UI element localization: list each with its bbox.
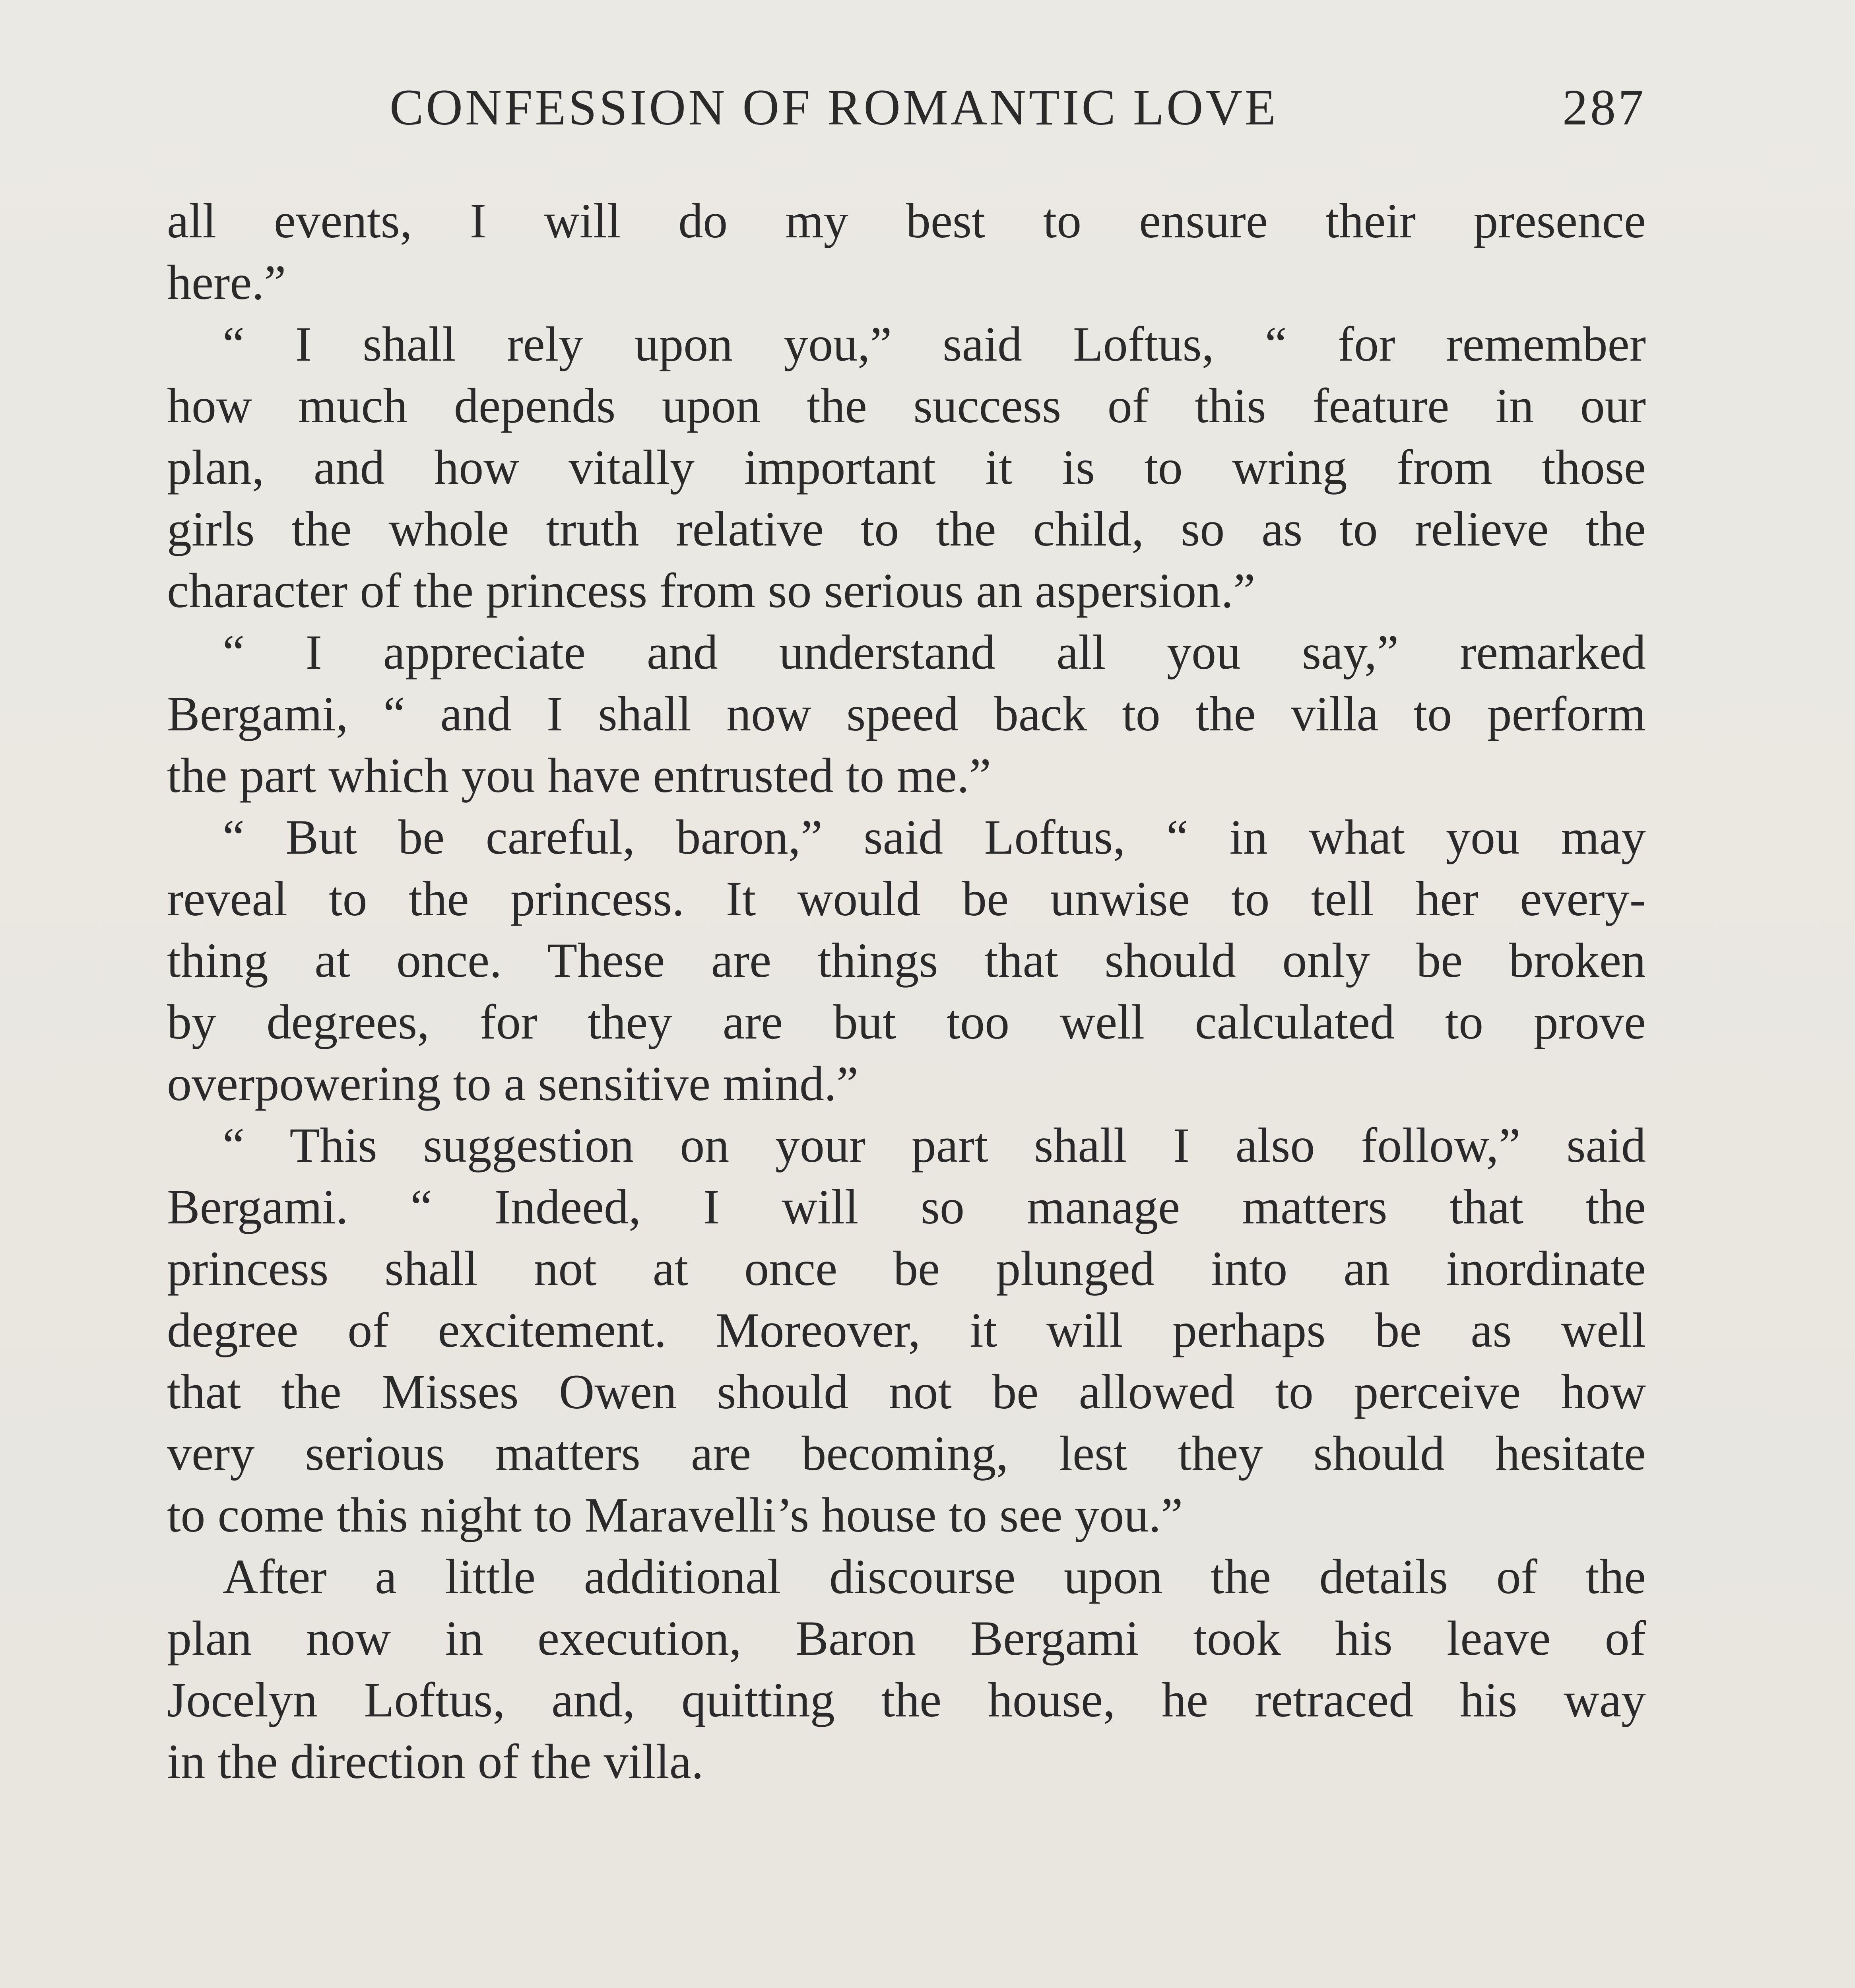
- text-line: how much depends upon the success of this feature in our: [167, 379, 1646, 433]
- text-line: reveal to the princess. It would be unwise to tell her every-: [167, 872, 1646, 926]
- text-line: thing at once. These are things that should only be broken: [167, 933, 1646, 988]
- text-line: girls the whole truth relative to the child, so as to relieve the: [167, 502, 1646, 556]
- text-line: that the Misses Owen should not be allowed to perceive how: [167, 1365, 1646, 1419]
- text-line: degree of excitement. Moreover, it will perhaps be as well: [167, 1303, 1646, 1357]
- text-line: “ But be careful, baron,” said Loftus, “ in what you may: [223, 810, 1646, 864]
- text-line: very serious matters are becoming, lest they should hesitate: [167, 1426, 1646, 1481]
- text-line: princess shall not at once be plunged into an inordinate: [167, 1241, 1646, 1296]
- text-line: “ I shall rely upon you,” said Loftus, “ for remember: [223, 317, 1646, 371]
- text-line: here.”: [167, 255, 286, 310]
- running-head: [167, 72, 1646, 143]
- text-line: Bergami. “ Indeed, I will so manage matters that the: [167, 1180, 1646, 1234]
- text-line: “ I appreciate and understand all you say,” remarked: [223, 625, 1646, 679]
- page-number: 287: [1562, 79, 1646, 136]
- text-line: “ This suggestion on your part shall I also follow,” said: [223, 1118, 1646, 1173]
- text-line: Bergami, “ and I shall now speed back to the villa to perform: [167, 687, 1646, 741]
- text-line: plan now in execution, Baron Bergami took his leave of: [167, 1611, 1646, 1666]
- text-line: to come this night to Maravelli’s house to see you.”: [167, 1488, 1183, 1542]
- text-line: by degrees, for they are but too well calculated to prove: [167, 995, 1646, 1049]
- text-line: After a little additional discourse upon the details of the: [223, 1549, 1646, 1604]
- running-head-title: CONFESSION OF ROMANTIC LOVE: [390, 79, 1279, 136]
- text-line: overpowering to a sensitive mind.”: [167, 1056, 859, 1111]
- text-line: character of the princess from so serious an aspersion.”: [167, 563, 1255, 618]
- text-line: all events, I will do my best to ensure their presence: [167, 194, 1646, 248]
- body-text: [167, 190, 1646, 1792]
- text-line: the part which you have entrusted to me.”: [167, 748, 991, 803]
- text-line: plan, and how vitally important it is to wring from those: [167, 440, 1646, 495]
- text-line: Jocelyn Loftus, and, quitting the house, he retraced his way: [167, 1673, 1646, 1727]
- text-line: in the direction of the villa.: [167, 1734, 704, 1789]
